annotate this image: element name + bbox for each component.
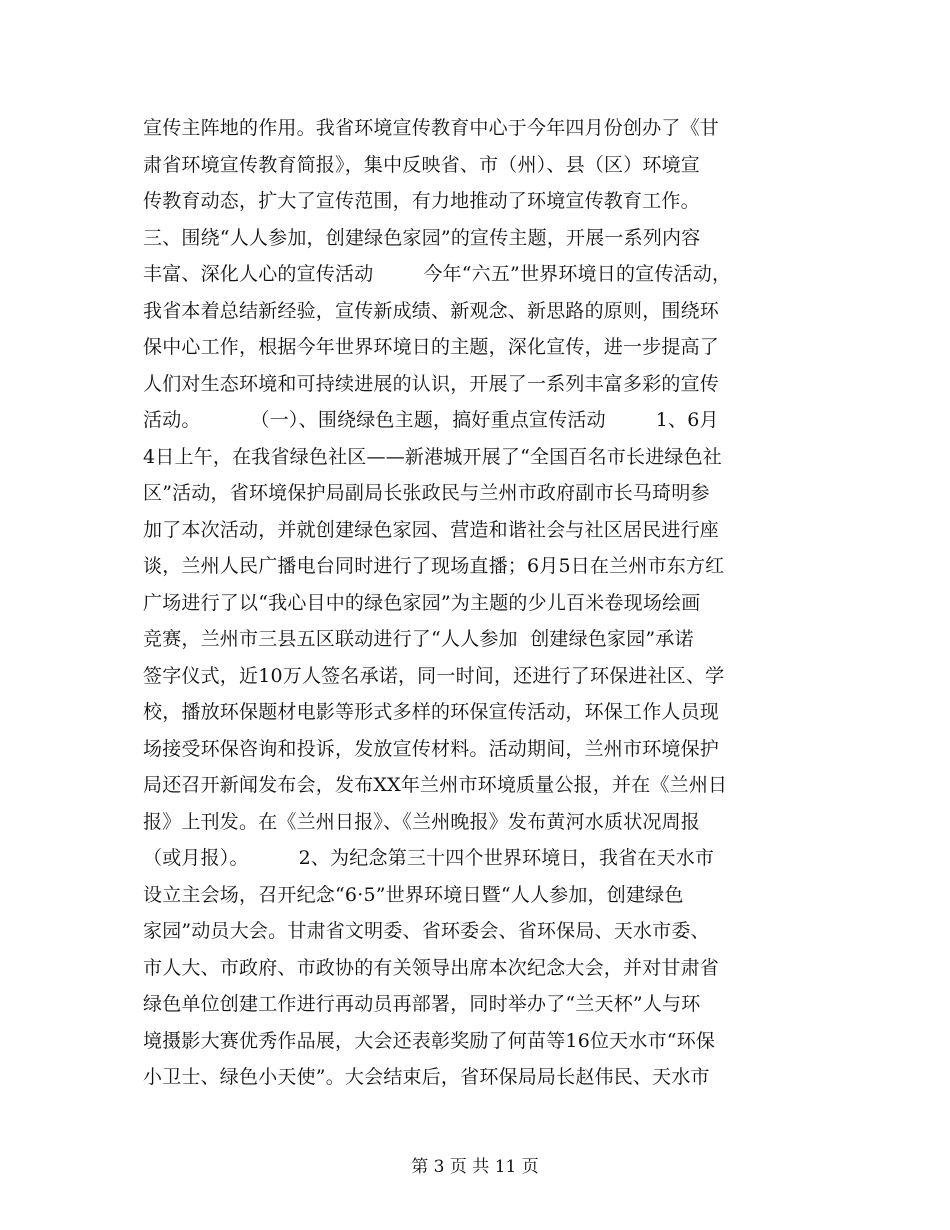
text-line: 场接受环保咨询和投诉，发放宣传材料。活动期间，兰州市环境保护 — [143, 737, 720, 760]
text-line: 校，播放环保题材电影等形式多样的环保宣传活动，环保工作人员现 — [143, 701, 720, 723]
text-line: 人们对生态环境和可持续进展的认识，开展了一系列丰富多彩的宣传 — [143, 372, 720, 395]
text-line: 设立主会场，召开纪念“6·5”世界环境日暨“人人参加，创建绿色 — [143, 883, 684, 906]
text-line: 传教育动态，扩大了宣传范围，有力地推动了环境宣传教育工作。 — [143, 190, 700, 212]
text-line: 小卫士、绿色小天使”。大会结束后，省环保局局长赵伟民、天水市 — [143, 1066, 710, 1088]
text-line: 广场进行了以“我心目中的绿色家园”为主题的少儿百米卷现场绘画 — [143, 591, 701, 614]
text-line: 活动。 （一）、围绕绿色主题，搞好重点宣传活动 1、6月 — [143, 409, 719, 431]
text-line: 加了本次活动，并就创建绿色家园、营造和谐社会与社区居民进行座 — [143, 518, 720, 541]
text-line: 三、围绕“人人参加，创建绿色家园”的宣传主题，开展一系列内容 — [143, 226, 701, 249]
text-line: 肃省环境宣传教育简报》，集中反映省、市（州）、县（区）环境宣 — [143, 153, 701, 176]
text-line: 丰富、深化人心的宣传活动 今年“六五”世界环境日的宣传活动， — [143, 263, 732, 285]
text-line: 我省本着总结新经验，宣传新成绩、新观念、新思路的原则，围绕环 — [143, 299, 720, 322]
text-line: 4日上午，在我省绿色社区——新港城开展了“全国百名市长进绿色社 — [143, 445, 723, 468]
text-line: 家园”动员大会。甘肃省文明委、省环委会、省环保局、天水市委、 — [143, 920, 710, 942]
text-line: 签字仪式，近10万人签名承诺，同一时间，还进行了环保进社区、学 — [143, 664, 725, 687]
text-line: 局还召开新闻发布会，发布XX年兰州市环境质量公报，并在《兰州日 — [143, 774, 728, 796]
text-line: 境摄影大赛优秀作品展，大会还表彰奖励了何苗等16位天水市“环保 — [143, 1029, 716, 1052]
body-text — [143, 110, 833, 1096]
text-line: （或月报）。 2、为纪念第三十四个世界环境日，我省在天水市 — [143, 847, 715, 869]
text-line: 宣传主阵地的作用。我省环境宣传教育中心于今年四月份创办了《甘 — [143, 117, 720, 139]
page-number: 第 3 页 共 11 页 — [411, 1157, 539, 1177]
text-line: 区”活动，省环境保护局副局长张政民与兰州市政府副市长马琦明参 — [143, 482, 710, 504]
text-line: 报》上刊发。在《兰州日报》、《兰州晚报》发布黄河水质状况周报 — [143, 810, 701, 833]
text-line: 保中心工作，根据今年世界环境日的主题，深化宣传，进一步提高了 — [143, 336, 720, 358]
text-line: 绿色单位创建工作进行再动员再部署，同时举办了“兰天杯”人与环 — [143, 993, 701, 1015]
text-line: 竞赛，兰州市三县五区联动进行了“人人参加 创建绿色家园”承诺 — [143, 628, 694, 650]
text-line: 市人大、市政府、市政协的有关领导出席本次纪念大会，并对甘肃省 — [143, 956, 720, 979]
text-line: 谈，兰州人民广播电台同时进行了现场直播；6月5日在兰州市东方红 — [143, 555, 725, 577]
